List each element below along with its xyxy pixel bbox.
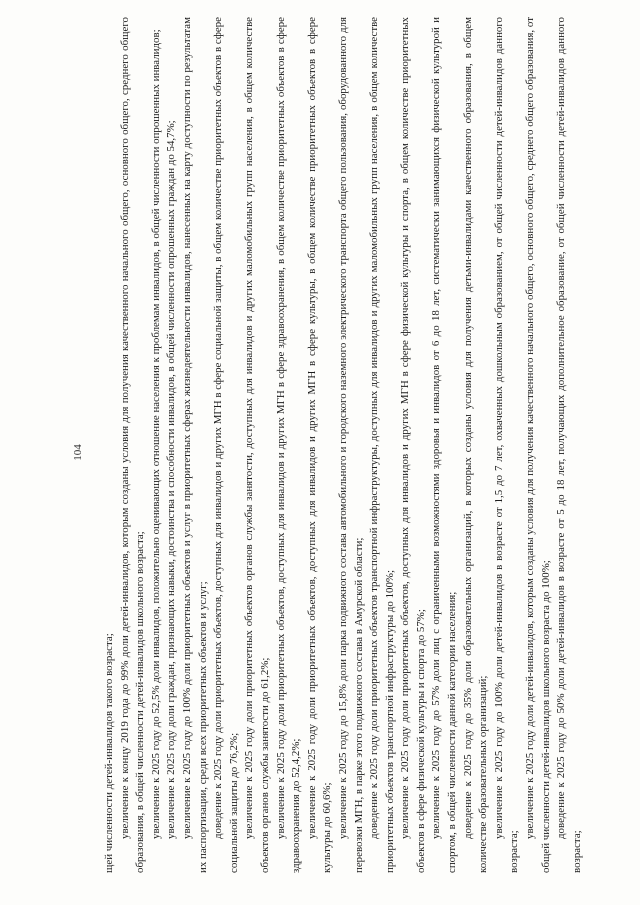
paragraph: увеличение к концу 2019 года до 99% доли детей-инвалидов, которым созданы условия для получения качественного начального общего, основного общего, среднего общего образования, в общей численности детей-инвалидов школьного возраста;	[118, 17, 147, 873]
paragraph: доведение к 2025 году доли приоритетных объектов транспортной инфраструктуры, доступных для инвалидов и других маломобильных групп населения, в общем количестве приоритетных объектов транспортной инфраструктуры до 100%;	[368, 17, 396, 873]
paragraph: увеличение к 2025 году до 57% доли лиц с ограниченными возможностями здоровья и инвалидов от 6 до 18 лет, систематически занимающихся физической культурой и спортом, в общей численности данной категории населения;	[430, 17, 459, 873]
paragraph: доведение к 2025 году до 50% доли детей-инвалидов в возрасте от 5 до 18 лет, получающих дополнительное образование, от общей численности детей-инвалидов данного возраста;	[555, 17, 583, 873]
paragraph: увеличение к 2025 году до 15,8% доли парка подвижного состава автомобильного и городского наземного электрического транспорта общего пользования, оборудованного для перевозки МГН, в парке этого подвижного состава в Амурской области;	[336, 17, 365, 873]
paragraph: увеличение к 2025 году доли детей-инвалидов, которым созданы условия для получения качественного начального общего, основного общего, среднего общего образования, от общей численности детей-инвалидов школьного возраста до 100%;	[524, 17, 552, 873]
paragraph: щей численности детей-инвалидов такого возраста;	[103, 633, 115, 873]
paragraph: увеличение к 2025 году до 100% доли приоритетных объектов и услуг в приоритетных сферах жизнедеятельности инвалидов, нанесенных на карту доступности по результатам их паспортизации, среди всех приоритетных объектов и услуг;	[180, 17, 209, 873]
paragraph: увеличение к 2025 году доли приоритетных объектов, доступных для инвалидов и других МГН в сфере физической культуры и спорта, в общем количестве приоритетных объектов в сфере физической культуры и спорта до 57%;	[399, 17, 427, 873]
paragraph: увеличение к 2025 году доли приоритетных объектов, доступных для инвалидов и других МГН в сфере культуры, в общем количестве приоритетных объектов в сфере культуры до 60,6%;	[305, 17, 334, 873]
paragraph: увеличение к 2025 году до 100% доли детей-инвалидов в возрасте от 1,5 до 7 лет, охваченных дошкольным образованием, от общей численности детей-инвалидов данного возраста;	[492, 17, 521, 873]
document-body	[102, 17, 585, 873]
paragraph: увеличение к 2025 году до 52,5% доли инвалидов, положительно оценивающих отношение населения к проблемам инвалидов, в общей численности опрошенных инвалидов;	[149, 29, 162, 839]
paragraph: доведение к 2025 году доли приоритетных объектов, доступных для инвалидов и других МГН в сфере социальной защиты, в общем количестве приоритетных объектов в сфере социальной защиты до 76,2%;	[212, 17, 240, 873]
page-number: 104	[72, 444, 84, 461]
paragraph: увеличение к 2025 году доли приоритетных объектов органов службы занятости, доступных для инвалидов и других маломобильных групп населения, в общем количестве объектов органов службы занятости до 61,2%;	[243, 17, 271, 873]
paragraph: увеличение к 2025 году доли граждан, признающих навыки, достоинства и способности инвалидов, в общей численности опрошенных граждан до 54,7%;	[165, 120, 178, 839]
paragraph: доведение к 2025 году до 35% доли образовательных организаций, в которых созданы условия для получения детьми-инвалидами качественного образования, в общем количестве образовательных организаций;	[461, 17, 490, 873]
paragraph: увеличение к 2025 году доли приоритетных объектов, доступных для инвалидов и других МГН в сфере здравоохранения, в общем количестве приоритетных объектов в сфере здравоохранения до 52,4,2%;	[274, 17, 303, 873]
